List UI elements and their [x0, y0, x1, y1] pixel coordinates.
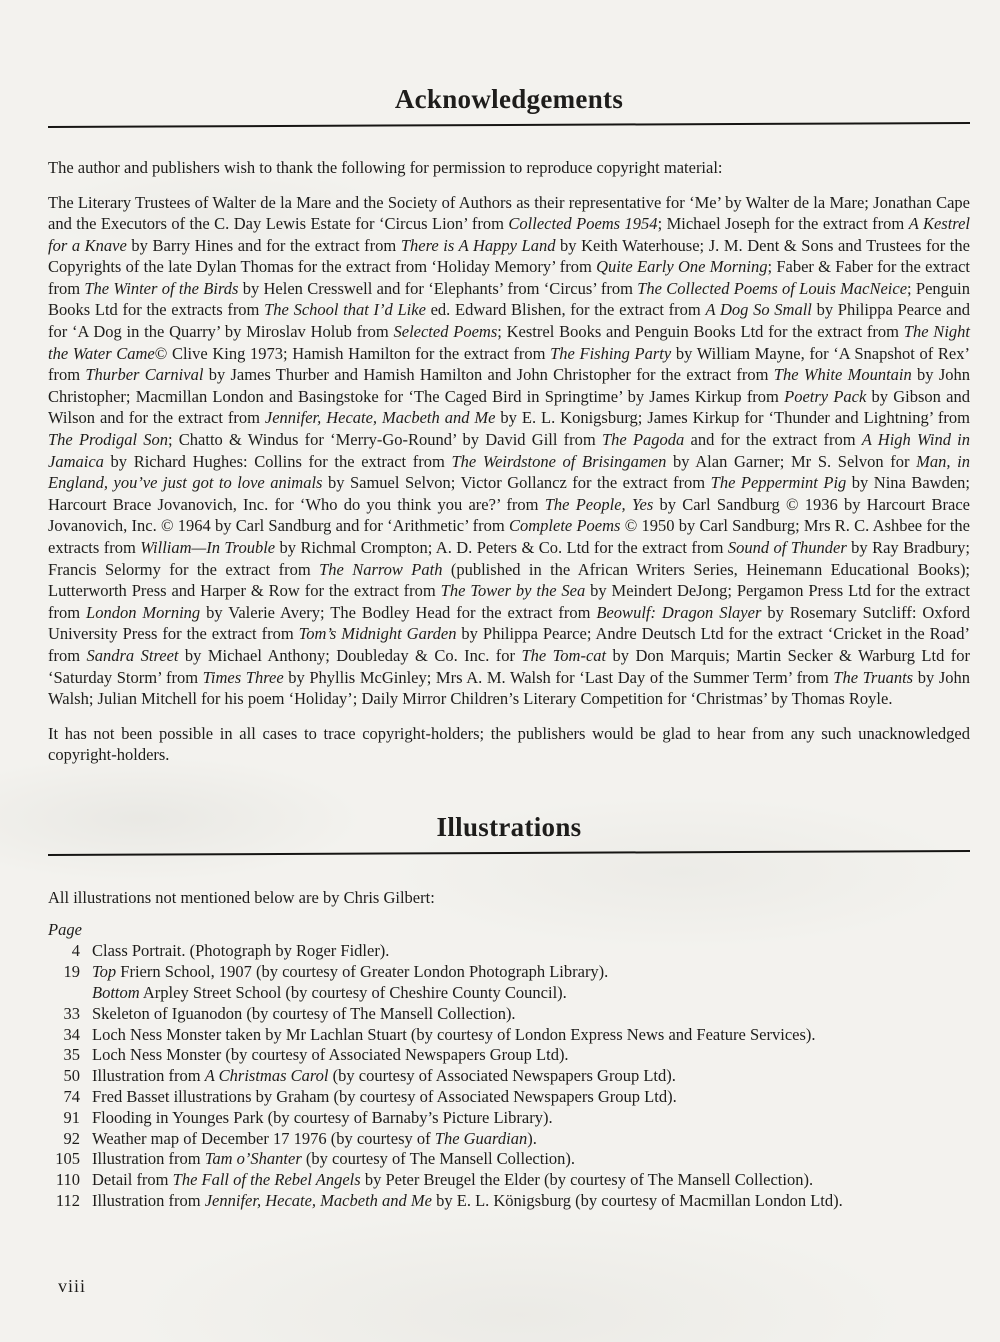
page-column-label: Page — [48, 920, 82, 940]
illustration-page-number: 4 — [71, 941, 80, 961]
illustration-page-number: 112 — [55, 1191, 80, 1210]
illustration-caption: Top Friern School, 1907 (by courtesy of Greater London Photograph Library). — [92, 962, 609, 982]
illustration-page-number: 92 — [63, 1128, 80, 1148]
illustration-caption: Class Portrait. (Photograph by Roger Fidler). — [92, 941, 390, 961]
illustration-list-item — [48, 1149, 970, 1170]
illustrations-list — [48, 941, 970, 1211]
illustration-list-item — [48, 1108, 970, 1129]
illustration-caption: Illustration from Jennifer, Hecate, Macbeth and Me by E. L. Königsburg (by courtesy of Macmillan London Ltd). — [92, 1191, 843, 1210]
acknowledgements-closing: It has not been possible in all cases to trace copyright-holders; the publishers would be glad to hear from any such unacknowledged copyright-holders. — [48, 723, 970, 765]
acknowledgements-intro: The author and publishers wish to thank the following for permission to reproduce copyright material: — [48, 158, 723, 177]
illustration-caption: Illustration from A Christmas Carol (by courtesy of Associated Newspapers Group Ltd). — [92, 1066, 676, 1086]
illustration-page-number: 110 — [55, 1170, 80, 1190]
illustrations-intro: All illustrations not mentioned below are by Chris Gilbert: — [48, 887, 435, 907]
illustration-list-item — [48, 1087, 970, 1108]
illustration-list-item — [48, 962, 970, 983]
illustrations-title: Illustrations — [436, 811, 582, 842]
acknowledgements-rule — [48, 122, 970, 128]
illustration-caption: Bottom Arpley Street School (by courtesy of Cheshire County Council). — [92, 983, 567, 1003]
illustration-caption: Loch Ness Monster (by courtesy of Associated Newspapers Group Ltd). — [92, 1045, 569, 1065]
illustration-caption: Loch Ness Monster taken by Mr Lachlan Stuart (by courtesy of London Express News and Feature Services). — [92, 1024, 816, 1044]
illustration-caption: Detail from The Fall of the Rebel Angels by Peter Breugel the Elder (by courtesy of The Mansell Collection). — [92, 1170, 814, 1190]
illustration-list-item — [48, 941, 970, 962]
illustration-caption: Flooding in Younges Park (by courtesy of Barnaby’s Picture Library). — [92, 1107, 553, 1127]
illustration-list-item — [48, 1191, 970, 1212]
illustration-caption: Skeleton of Iguanodon (by courtesy of The Mansell Collection). — [92, 1003, 516, 1023]
acknowledgements-title: Acknowledgements — [394, 84, 624, 114]
illustration-page-number: 19 — [63, 962, 80, 982]
illustration-caption: Illustration from Tam o’Shanter (by courtesy of The Mansell Collection). — [92, 1149, 576, 1169]
illustration-page-number: 105 — [55, 1149, 80, 1169]
acknowledgements-body: The Literary Trustees of Walter de la Mare and the Society of Authors as their representative for ‘Me’ by Walter de la Mare; Jonathan Cape and the Executors of the C. Day Lewis Estate for ‘Circus Lion’ from Collected Poems 1954; Michael Joseph for the extract from A Kestrel for a Knave by Barry Hines and for the extract from There is A Happy Land by Keith Waterhouse; J. M. Dent & Sons and Trustees for the Copyrights of the late Dylan Thomas for the extract from ‘Holiday Memory’ from Quite Early One Morning; Faber & Faber for the extract from The Winter of the Birds by Helen Cresswell and for ‘Elephants’ from ‘Circus’ from The Collected Poems of Louis MacNeice; Penguin Books Ltd for the extracts from The School that I’d Like ed. Edward Blishen, for the extract from A Dog So Small by Philippa Pearce and for ‘A Dog in the Quarry’ by Miroslav Holub from Selected Poems; Kestrel Books and Penguin Books Ltd for the extract from The Night the Water Came© Clive King 1973; Hamish Hamilton for the extract from The Fishing Party by William Mayne, for ‘A Snapshot of Rex’ from Thurber Carnival by James Thurber and Hamish Hamilton and John Christopher for the extract from The White Mountain by John Christopher; Macmillan London and Basingstoke for ‘The Caged Bird in Springtime’ by James Kirkup from Poetry Pack by Gibson and Wilson and for the extract from Jennifer, Hecate, Macbeth and Me by E. L. Konigsburg; James Kirkup for ‘Thunder and Lightning’ from The Prodigal Son; Chatto & Windus for ‘Merry-Go-Round’ by David Gill from The Pagoda and for the extract from A High Wind in Jamaica by Richard Hughes: Collins for the extract from The Weirdstone of Brisingamen by Alan Garner; Mr S. Selvon for Man, in England, you’ve just got to love animals by Samuel Selvon; Victor Gollancz for the extract from The Peppermint Pig by Nina Bawden; Harcourt Brace Jovanovich, Inc. for ‘Who do you think you are?’ from The People, Yes by Carl Sandburg © 1936 by Harcourt Brace Jovanovich, Inc. © 1964 by Carl Sandburg and for ‘Arithmetic’ from Complete Poems © 1950 by Carl Sandburg; Mrs R. C. Ashbee for the extracts from William—In Trouble by Richmal Crompton; A. D. Peters & Co. Ltd for the extract from Sound of Thunder by Ray Bradbury; Francis Selormy for the extract from The Narrow Path (published in the African Writers Series, Heinemann Educational Books); Lutterworth Press and Harper & Row for the extract from The Tower by the Sea by Meindert DeJong; Pergamon Press Ltd for the extract from London Morning by Valerie Avery; The Bodley Head for the extract from Beowulf: Dragon Slayer by Rosemary Sutcliff: Oxford University Press for the extract from Tom’s Midnight Garden by Philippa Pearce; Andre Deutsch Ltd for the extract ‘Cricket in the Road’ from Sandra Street by Michael Anthony; Doubleday & Co. Inc. for The Tom-cat by Don Marquis; Martin Secker & Warburg Ltd for ‘Saturday Storm’ from Times Three by Phyllis McGinley; Mrs A. M. Walsh for ‘Last Day of the Summer Term’ from The Truants by John Walsh; Julian Mitchell for his poem ‘Holiday’; Daily Mirror Children’s Literary Competition for ‘Christmas’ by Thomas Royle. — [48, 192, 971, 709]
illustration-list-item — [48, 1066, 970, 1087]
illustration-page-number: 74 — [63, 1087, 80, 1107]
illustration-list-item — [48, 1170, 970, 1191]
illustration-page-number: 91 — [63, 1107, 80, 1127]
illustration-list-item — [48, 1129, 970, 1150]
folio-page-number: viii — [58, 1276, 87, 1296]
illustration-list-item — [48, 1004, 970, 1025]
illustration-page-number: 34 — [63, 1024, 80, 1044]
illustrations-rule — [48, 850, 970, 856]
illustration-list-item — [48, 983, 970, 1004]
illustration-page-number: 50 — [63, 1066, 80, 1086]
illustration-page-number: 33 — [63, 1003, 80, 1023]
illustration-caption: Fred Basset illustrations by Graham (by courtesy of Associated Newspapers Group Ltd). — [92, 1087, 677, 1107]
illustration-list-item — [48, 1025, 970, 1046]
illustration-list-item — [48, 1045, 970, 1066]
illustration-caption: Weather map of December 17 1976 (by courtesy of The Guardian). — [92, 1128, 537, 1148]
illustration-page-number: 35 — [63, 1045, 80, 1065]
